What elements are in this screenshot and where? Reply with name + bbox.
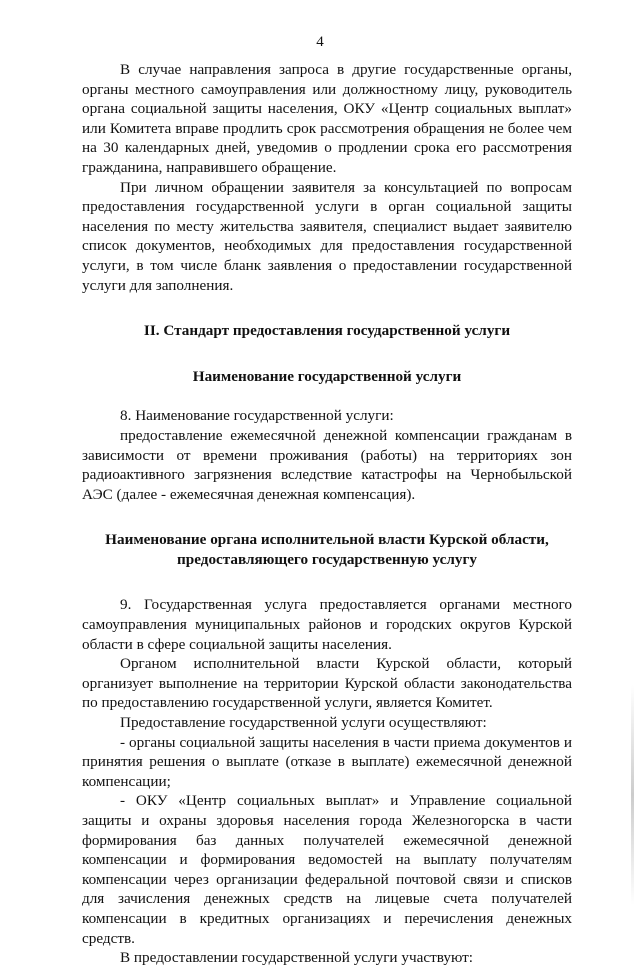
paragraph-service-description: предоставление ежемесячной денежной компенсации гражданам в зависимости от времени проживания (работы) на территориях зон радиоактивного загрязнения вследствие катастрофы на Чернобыльской АЭС (далее - ежемесячная денежная компенсация). xyxy=(82,426,572,503)
subsection-title-authority xyxy=(82,530,572,569)
subsection-title-authority-line1: Наименование органа исполнительной власти Курской области, xyxy=(105,531,549,549)
list-item-payments-center: - ОКУ «Центр социальных выплат» и Управление социальной защиты и охраны здоровья населения города Железногорска в части формирования баз данных получателей ежемесячной денежной компенсации и формирования ведомостей на выплату получателям компенсации через организации федеральной почтовой связи и списков для зачисления денежных средств на лицевые счета получателей компенсации в кредитных организациях и перечисления денежных средств. xyxy=(82,792,572,947)
paragraph-participants-intro: В предоставлении государственной услуги участвуют: xyxy=(120,949,473,967)
paragraph-item-9: 9. Государственная услуга предоставляется органами местного самоуправления муниципальных районов и городских округов Курской области в сфере социальной защиты населения. xyxy=(82,596,572,653)
paragraph-item-8: 8. Наименование государственной услуги: xyxy=(120,407,394,425)
subsection-title-service-name: Наименование государственной услуги xyxy=(192,367,462,385)
paragraph-request-extension: В случае направления запроса в другие государственные органы, органы местного самоуправления или должностному лицу, руководитель органа социальной защиты населения, ОКУ «Центр социальных выплат» или Комитета вправе продлить срок рассмотрения обращения не более чем на 30 календарных дней, уведомив о продлении срока его рассмотрения гражданина, направившего обращение. xyxy=(82,61,572,176)
paragraph-personal-consultation: При личном обращении заявителя за консультацией по вопросам предоставления государственной услуги в орган социальной защиты населения по месту жительства заявителя, специалист выдает заявителю список документов, необходимых для предоставления государственной услуги, в том числе бланк заявления о предоставлении государственной услуги для заполнения. xyxy=(82,178,572,294)
paragraph-committee: Органом исполнительной власти Курской области, который организует выполнение на территории Курской области законодательства по предоставлению государственной услуги, является Комитет. xyxy=(82,655,572,712)
page-number: 4 xyxy=(316,34,324,50)
subsection-title-authority-line2: предоставляющего государственную услугу xyxy=(177,550,477,568)
document-body xyxy=(82,60,572,968)
scan-edge-shadow xyxy=(631,685,634,905)
paragraph-providers-intro: Предоставление государственной услуги осуществляют: xyxy=(120,714,487,732)
section-title: II. Стандарт предоставления государственной услуги xyxy=(143,322,511,340)
list-item-social-protection-bodies: - органы социальной защиты населения в части приема документов и принятия решения о выплате (отказе в выплате) ежемесячной денежной компенсации; xyxy=(82,733,572,790)
